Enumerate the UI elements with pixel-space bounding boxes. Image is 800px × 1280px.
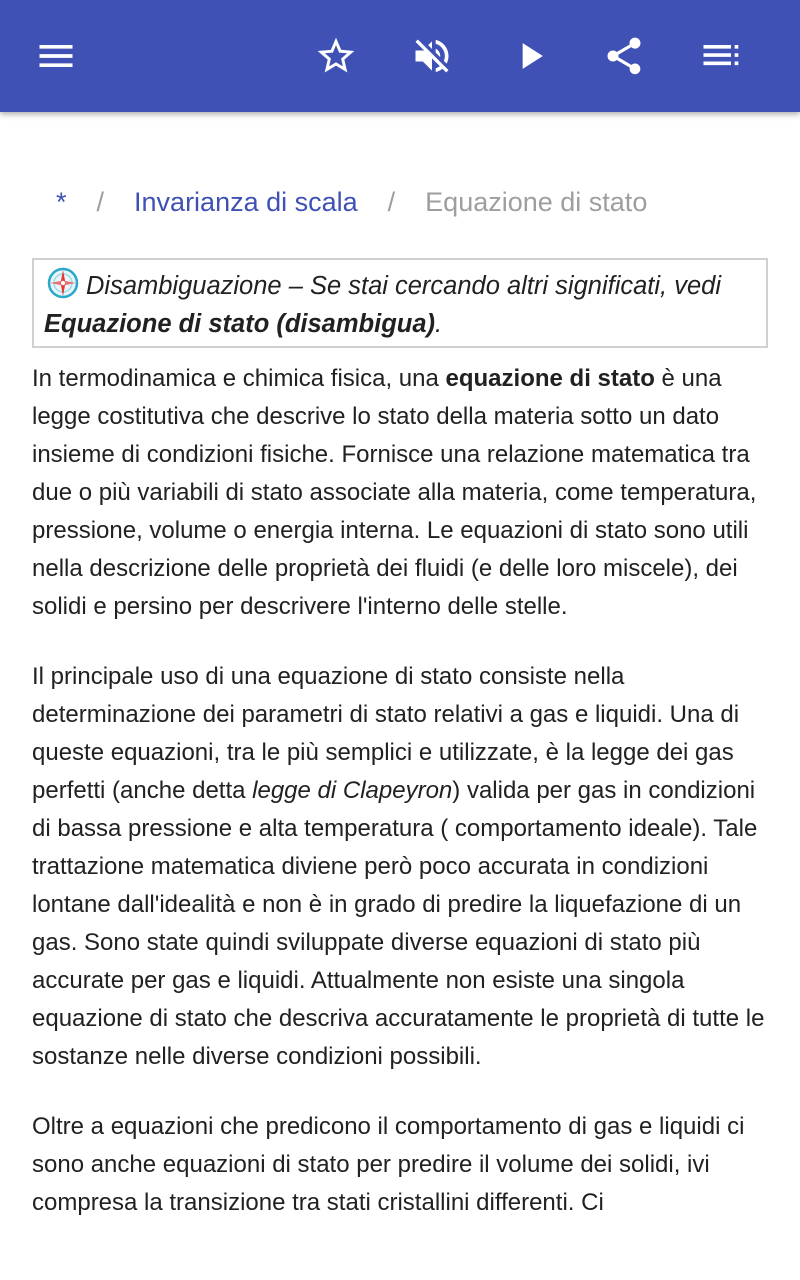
share-icon	[602, 34, 646, 78]
disambiguation-text: Disambiguazione – Se stai cercando altri significati, vedi	[86, 272, 721, 300]
bold-term: equazione di stato	[445, 365, 655, 392]
paragraph-text: è una legge costitutiva che descrive lo stato della materia sotto un dato insieme di condizioni fisiche. Fornisce una relazione matematica tra due o più variabili di stato associate alla materia, come temperatura, pressione, volume o energia interna. Le equazioni di stato sono utili nella descrizione delle proprietà dei fluidi (e delle loro miscele), dei solidi e persino per descrivere l'interno delle stelle.	[32, 365, 757, 620]
volume-off-icon	[410, 34, 454, 78]
breadcrumb-separator: /	[387, 186, 396, 217]
breadcrumb-separator: /	[96, 186, 105, 217]
breadcrumb	[56, 182, 647, 222]
playlist-icon	[698, 34, 742, 78]
disambiguation-suffix: .	[435, 310, 443, 338]
paragraph-text: Il principale uso di una equazione di stato consiste nella determinazione dei parametri di stato relativi a gas e liquidi. Una di queste equazioni, tra le più semplici e utilizzate, è la legge dei gas perfetti (anche detta	[32, 663, 740, 804]
disambiguation-note	[32, 258, 768, 348]
article-body	[32, 360, 772, 1254]
breadcrumb-parent[interactable]: Invarianza di scala	[134, 186, 358, 217]
share-button[interactable]	[596, 28, 652, 84]
paragraph-text: ) valida per gas in condizioni di bassa pressione e alta temperatura ( comportamento ideale). Tale trattazione matematica diviene però poco accurata in condizioni lontane dall'idealità e non è in grado di predire la liquefazione di un gas. Sono state quindi sviluppate diverse equazioni di stato più accurate per gas e liquidi. Attualmente non esiste una singola equazione di stato che descriva accuratamente le proprietà di tutte le sostanze nelle diverse condizioni possibili.	[32, 777, 765, 1070]
bookmark-button[interactable]	[308, 28, 364, 84]
paragraph: Oltre a equazioni che predicono il comportamento di gas e liquidi ci sono anche equazioni di stato per predire il volume dei solidi, ivi compresa la transizione tra stati cristallini differenti. Ci	[32, 1113, 745, 1216]
paragraph	[32, 658, 772, 1076]
play-button[interactable]	[502, 28, 558, 84]
app-bar	[0, 0, 800, 112]
italic-term: legge di Clapeyron	[252, 777, 453, 804]
star-outline-icon	[314, 34, 358, 78]
menu-button[interactable]	[28, 28, 84, 84]
menu-icon	[34, 34, 78, 78]
disambiguation-link[interactable]: Equazione di stato (disambigua)	[44, 310, 436, 338]
article-content	[0, 112, 800, 1280]
play-icon	[508, 34, 552, 78]
contents-button[interactable]	[692, 28, 748, 84]
paragraph-text: In termodinamica e chimica fisica, una	[32, 365, 446, 392]
compass-icon	[46, 266, 80, 300]
breadcrumb-current: Equazione di stato	[425, 186, 648, 217]
paragraph	[32, 360, 772, 626]
mute-button[interactable]	[404, 28, 460, 84]
breadcrumb-home[interactable]: *	[56, 186, 67, 217]
